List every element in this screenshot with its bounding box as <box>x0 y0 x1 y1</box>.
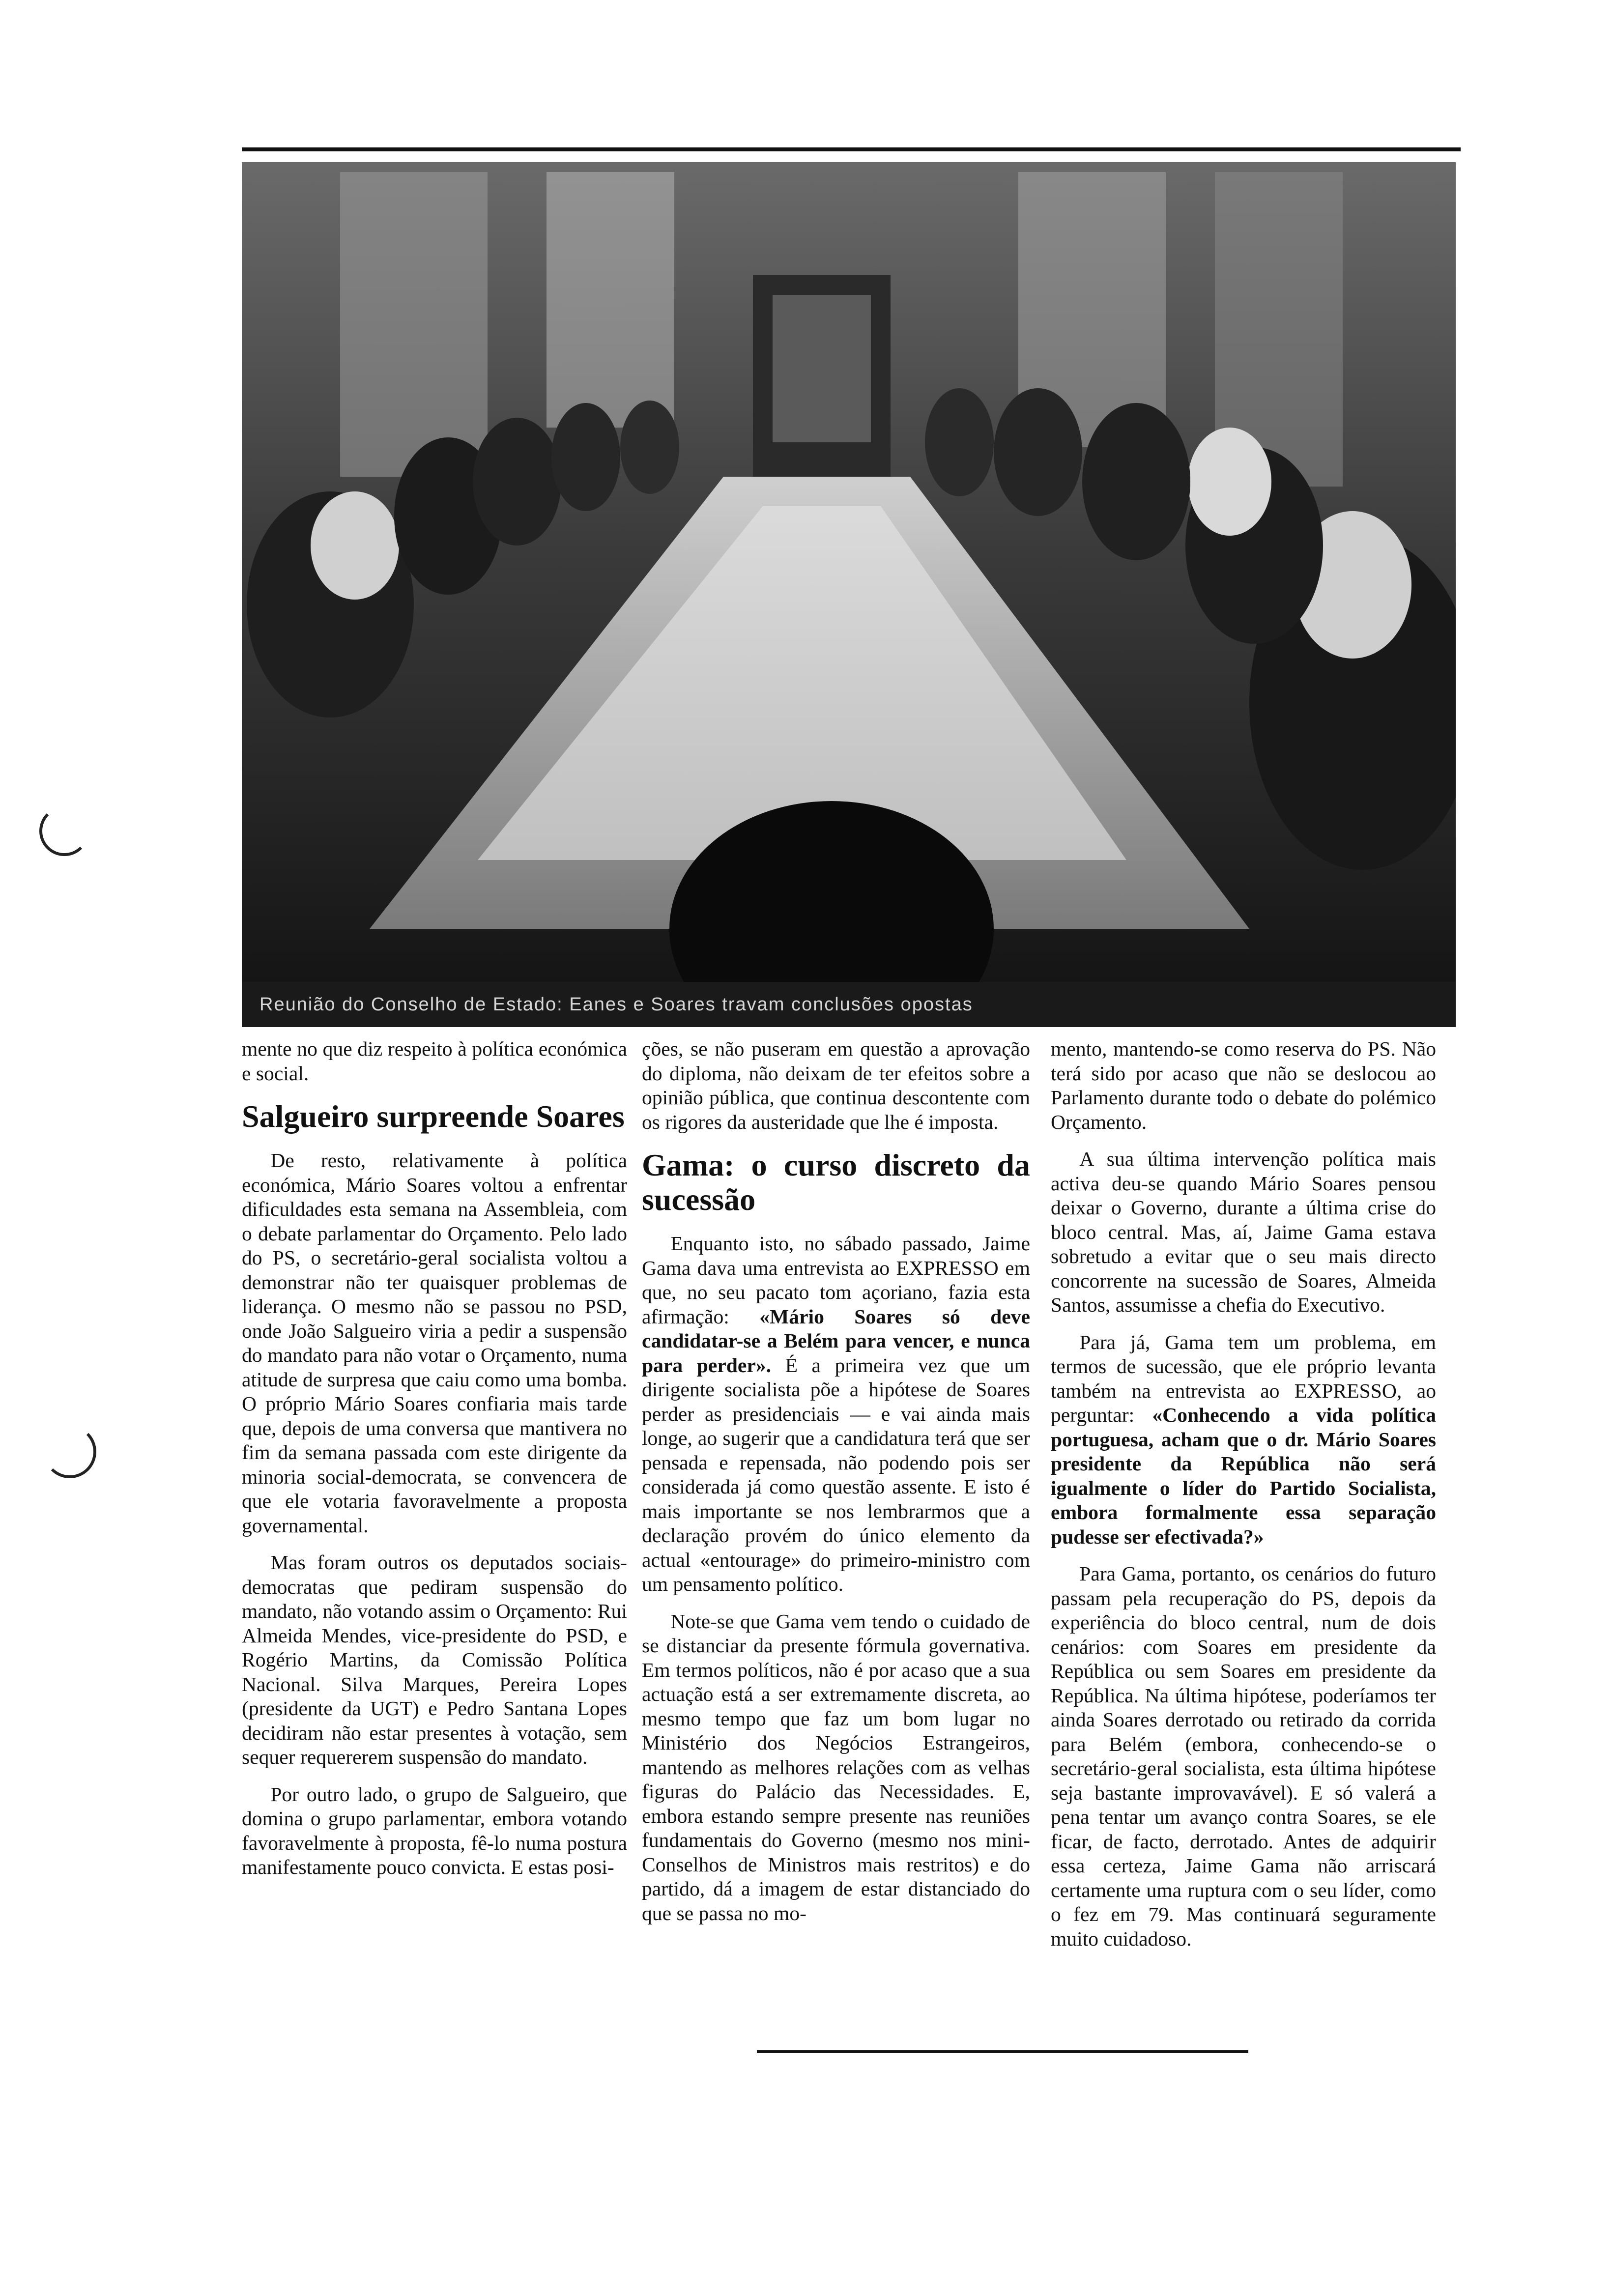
section-heading-salgueiro: Salgueiro surpreende Soares <box>242 1099 625 1134</box>
article-column-2 <box>642 1037 1030 1925</box>
paragraph: mente no que diz respeito à política económica e social. <box>242 1037 627 1085</box>
photo-caption: Reunião do Conselho de Estado: Eanes e Soares travam conclusões opostas <box>242 982 1456 1027</box>
paragraph: Note-se que Gama vem tendo o cuidado de se distanciar da presente fórmula governativa. Em termos políticos, não é por acaso que a sua actuação está a ser extremamente discreta, ao mesmo tempo que faz um bom lugar no Ministério dos Negócios Estrangeiros, mantendo as melhores relações com as velhas figuras do Palácio das Necessidades. E, embora estando sempre presente nas reuniões fundamentais do Governo (mesmo nos mini-Conselhos de Ministros mais restritos) e do partido, dá a imagem de estar distanciado do que se passa no mo- <box>642 1609 1030 1924</box>
section-heading-gama: Gama: o curso discreto da sucessão <box>642 1148 1030 1217</box>
text-run: Para já, Gama tem um problema, em termos de sucessão, que ele próprio levanta também na entrevista ao EXPRESSO, ao perguntar: <box>1051 1330 1436 1426</box>
paragraph: mento, mantendo-se como reserva do PS. Não terá sido por acaso que não se deslocou ao Parlamento durante todo o debate do polémico Orçamento. <box>1051 1037 1436 1133</box>
photo-illustration <box>242 162 1456 1027</box>
quote-bold: «Conhecendo a vida política portuguesa, acham que o dr. Mário Soares presidente da República não será igualmente o líder do Partido Socialista, embora formalmente essa separação pudesse ser efectivada?» <box>1051 1404 1437 1548</box>
article-column-3 <box>1051 1037 1436 1951</box>
text-run: É a primeira vez que um dirigente socialista põe a hipótese de Soares perder as presidenciais — e vai ainda mais longe, ao sugerir que a candidatura terá que ser pensada e repensada, não podendo pois ser considerada já como questão assente. E isto é mais importante se nos lembrarmos que a declaração provém do único elemento da actual «entourage» do primeiro-ministro com um pensamento político. <box>642 1353 1030 1595</box>
text-run: Enquanto isto, no sábado passado, Jaime Gama dava uma entrevista ao EXPRESSO em que, no seu pacato tom açoriano, fazia esta afirmação: <box>642 1232 1030 1328</box>
paragraph: De resto, relativamente à política económica, Mário Soares voltou a enfrentar dificuldades esta semana na Assembleia, com o debate parlamentar do Orçamento. Pelo lado do PS, o secretário-geral socialista voltou a demonstrar não ter quaisquer problemas de liderança. O mesmo não se passou no PSD, onde João Salgueiro viria a pedir a suspensão do mandato para não votar o Orçamento, numa atitude de surpresa que caiu como uma bomba. O próprio Mário Soares confiaria mais tarde que, depois de uma conversa que mantivera no fim da semana passada com este dirigente da minoria social-democrata, se convencera de que ele votaria favoravelmente a proposta governamental. <box>242 1149 627 1537</box>
paragraph: Mas foram outros os deputados sociais-democratas que pediram suspensão do mandato, não votando assim o Orçamento: Rui Almeida Mendes, vice-presidente do PSD, e Rogério Martins, da Comissão Política Nacional. Silva Marques, Pereira Lopes (presidente da UGT) e Pedro Santana Lopes decidiram não estar presentes à votação, sem sequer requererem suspensão do mandato. <box>242 1551 627 1768</box>
bottom-rule <box>757 2050 1248 2053</box>
paragraph: A sua última intervenção política mais activa deu-se quando Mário Soares pensou deixar o Governo, durante a última crise do bloco central. Mas, aí, Jaime Gama estava sobretudo a evitar que o seu mais directo concorrente na sucessão de Soares, Almeida Santos, assumisse a chefia do Executivo. <box>1051 1148 1436 1316</box>
article-column-1 <box>242 1037 627 1880</box>
top-rule <box>242 147 1461 151</box>
paragraph <box>642 1232 1030 1597</box>
paragraph: ções, se não puseram em questão a aprovação do diploma, não deixam de ter efeitos sobre a opinião pública, que continua descontente com os rigores da austeridade que lhe é imposta. <box>642 1037 1030 1133</box>
paragraph <box>1051 1330 1436 1550</box>
binding-hole-mark <box>39 806 89 856</box>
binding-hole-mark <box>43 1425 96 1478</box>
paragraph: Para Gama, portanto, os cenários do futuro passam pela recuperação do PS, depois da experiência do bloco central, num de dois cenários: com Soares em presidente da República ou sem Soares em presidente da República. Na última hipótese, poderíamos ter ainda Soares derrotado ou retirado da corrida para Belém (embora, conhecendo-se o secretário-geral socialista, esta última hipótese seja bastante improvavável). E só valerá a pena tentar um avanço contra Soares, se ele ficar, de facto, derrotado. Antes de adquirir essa certeza, Jaime Gama não arriscará certamente uma ruptura com o seu líder, como o fez em 79. Mas continuará seguramente muito cuidadoso. <box>1051 1562 1436 1950</box>
quote-bold: «Mário Soares só deve candidatar-se a Belém para vencer, e nunca para perder». <box>642 1305 1030 1377</box>
paragraph: Por outro lado, o grupo de Salgueiro, que domina o grupo parlamentar, embora votando favoravelmente à proposta, fê-lo numa postura manifestamente pouco convicta. E estas posi- <box>242 1782 627 1878</box>
council-meeting-photo <box>242 162 1456 1027</box>
